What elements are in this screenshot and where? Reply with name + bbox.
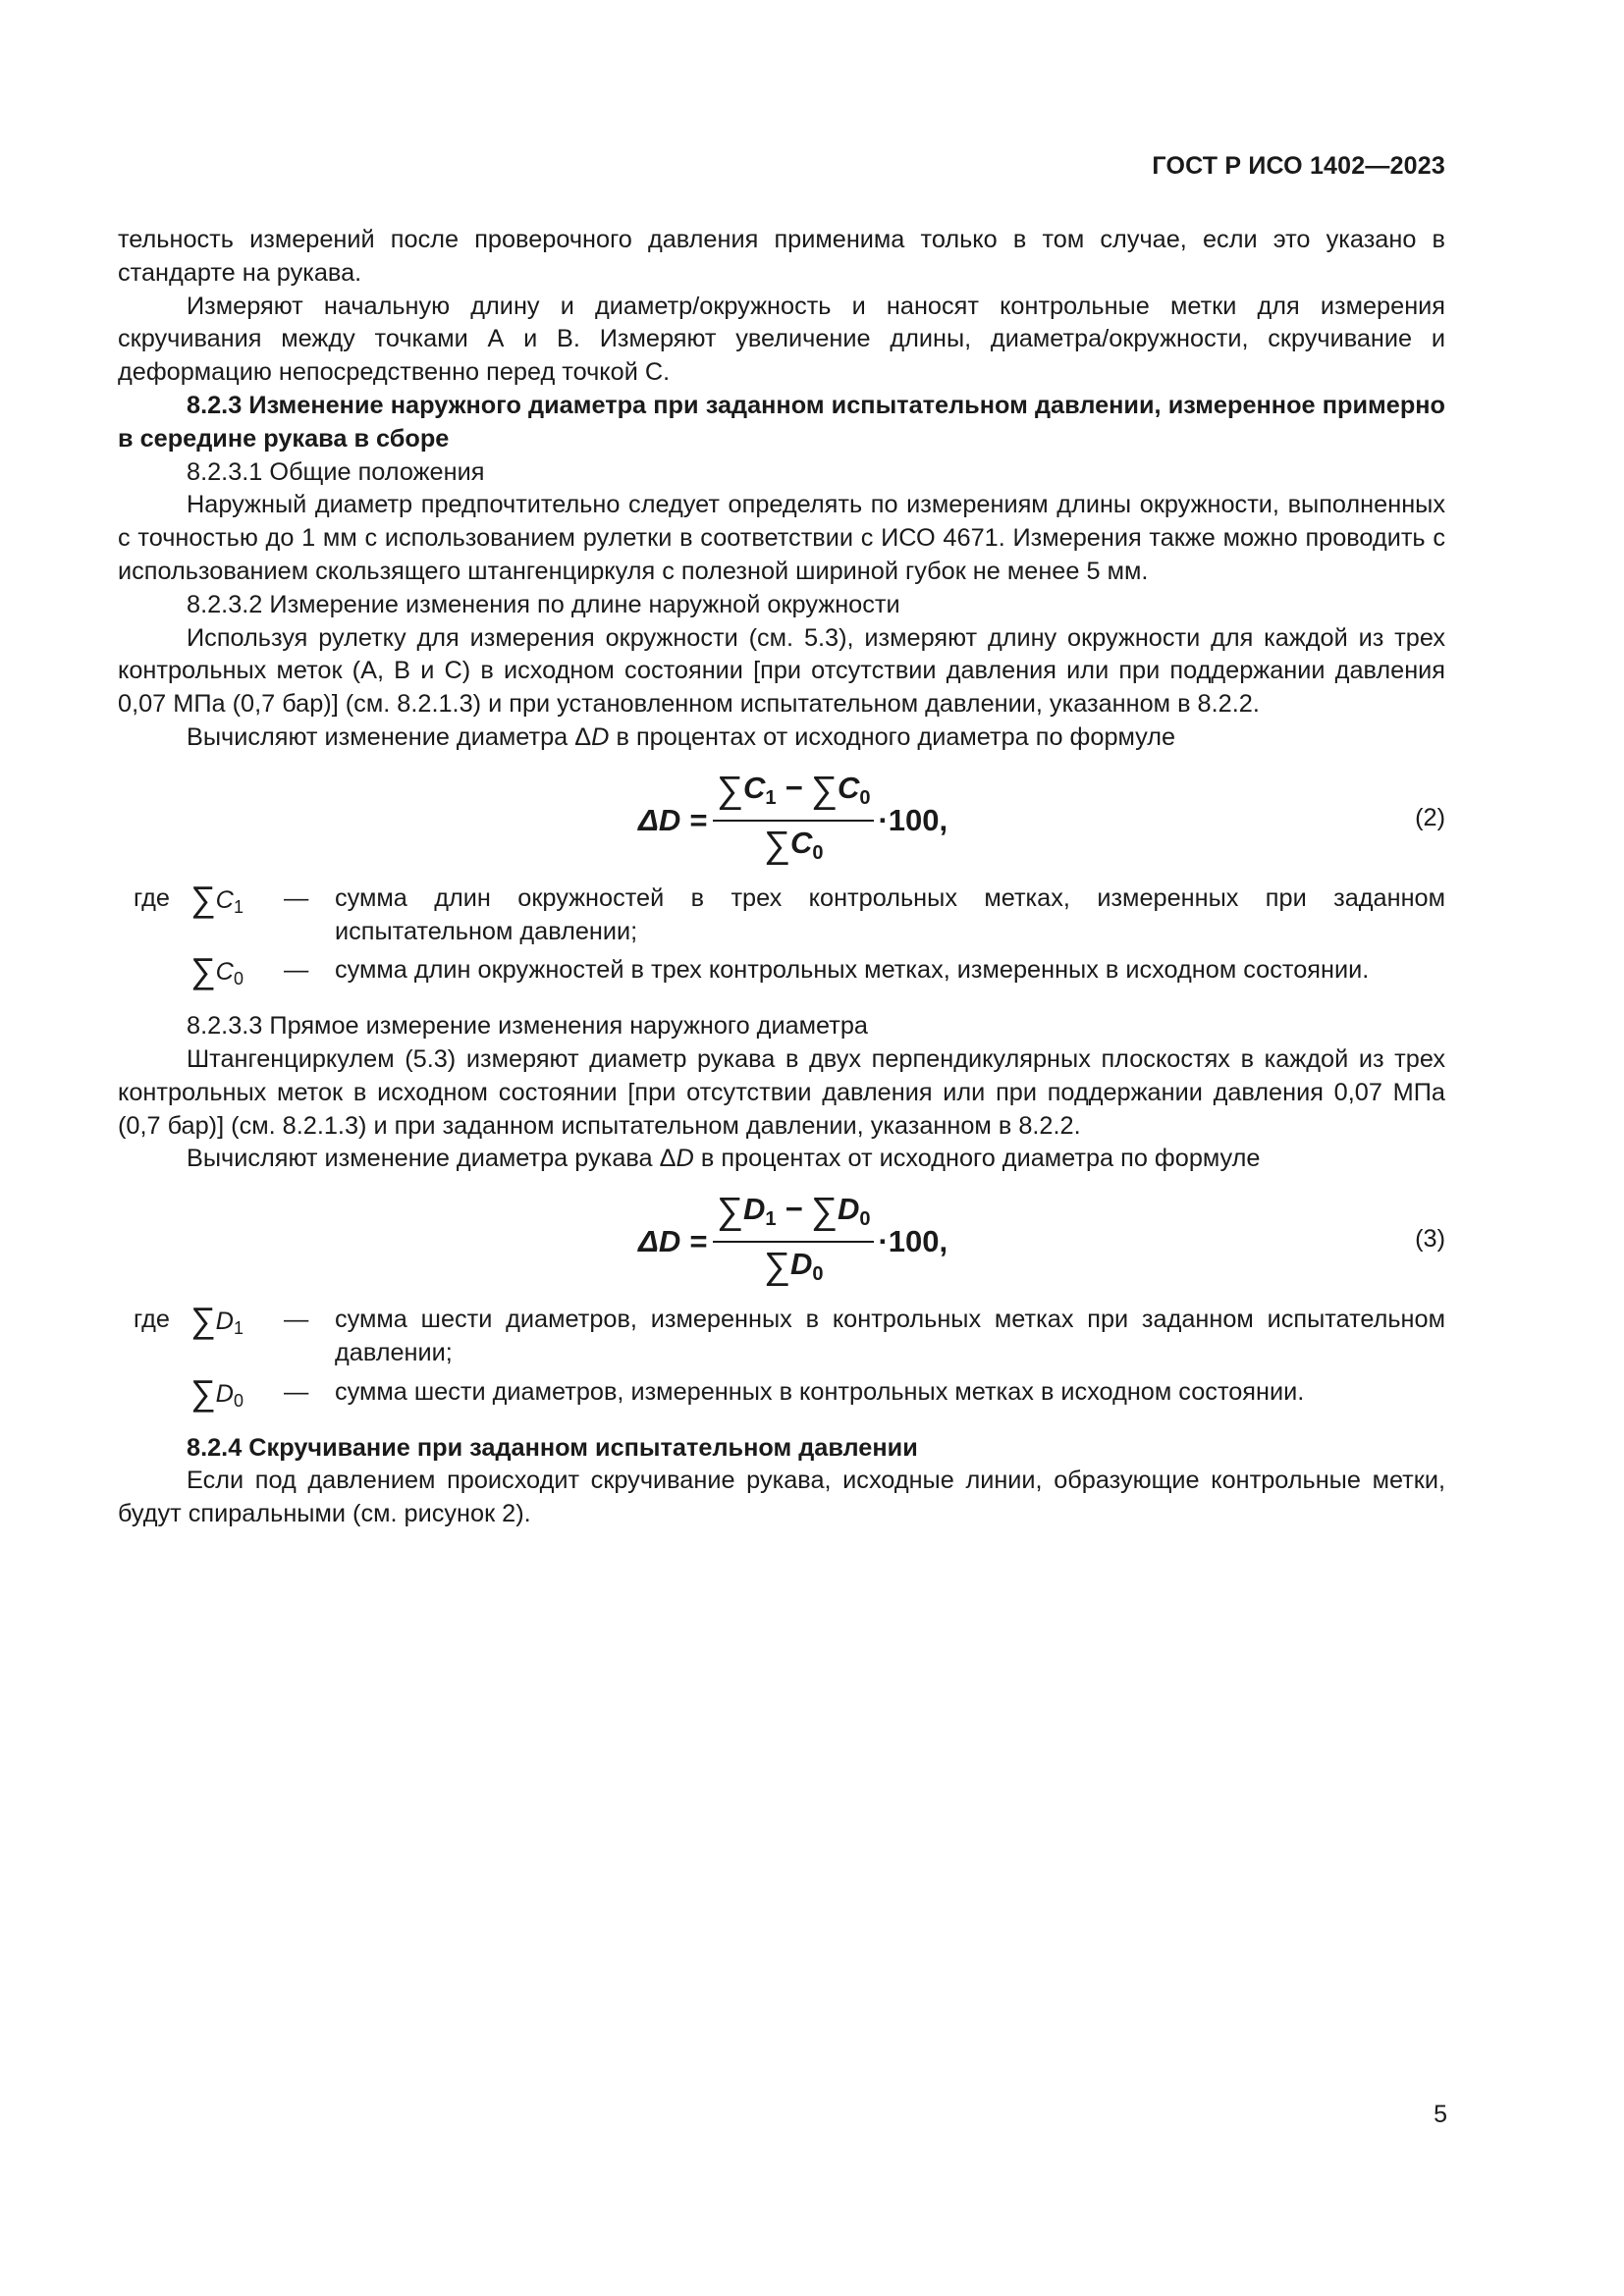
page-number: 5	[1434, 2101, 1447, 2128]
subsection-heading-8-2-3-3: 8.2.3.3 Прямое измерение изменения наружного диаметра	[187, 1012, 868, 1041]
formula-2-expression: ΔD = $\frac{\sum C_1 - \sum C_0}{\sum C_0}$ ·100,	[638, 769, 948, 866]
paragraph-formula-intro-2: Вычисляют изменение диаметра ΔD в процентах от исходного диаметра по формуле	[187, 722, 1176, 751]
page-body	[118, 224, 1445, 1531]
subsection-heading-8-2-3-1: 8.2.3.1 Общие положения	[187, 457, 485, 486]
formula-3-definitions	[118, 1300, 1445, 1417]
paragraph-tape-measure: Используя рулетку для измерения окружности (см. 5.3), измеряют длину окружности для каждой из трех контрольных меток (А, В и С) в исходном состоянии [при отсутствии давления или при поддержании давления 0,07 МПа (0,7 бар)] (см. 8.2.1.3) и при установленном испытательном давлении, указанном в 8.2.2.	[118, 623, 1445, 719]
paragraph-continuation: тельность измерений после проверочного давления применима только в том случае, если это указано в стандарте на рукава.	[118, 226, 1445, 287]
subsection-heading-8-2-3-2: 8.2.3.2 Измерение изменения по длине наружной окружности	[187, 590, 900, 618]
paragraph-formula-intro-3: Вычисляют изменение диаметра рукава ΔD в процентах от исходного диаметра по формуле	[187, 1145, 1261, 1173]
document-code-header: ГОСТ Р ИСО 1402—2023	[1152, 152, 1445, 180]
formula-3-expression: ΔD = $\frac{\sum D_1 - \sum D_0}{\sum D_0}$ ·100,	[638, 1191, 948, 1288]
paragraph-initial-measurement: Измеряют начальную длину и диаметр/окружность и наносят контрольные метки для измерения скручивания между точками А и В. Измеряют увеличение длины, диаметра/окружности, скручивание и деформацию непосредственно перед точкой С.	[118, 292, 1445, 387]
definition-row: где $\sum C_1$ — сумма длин окружностей в трех контрольных метках, измеренных при заданном испытательном давлении;	[134, 878, 1445, 945]
formula-2-definitions	[118, 878, 1445, 996]
formula-2	[118, 763, 1445, 871]
formula-3-number: (3)	[1415, 1225, 1445, 1254]
paragraph-caliper: Штангенциркулем (5.3) измеряют диаметр рукава в двух перпендикулярных плоскостях в каждой из трех контрольных меток в исходном состоянии [при отсутствии давления или при поддержании давления 0,07 МПа (0,7 бар)] (см. 8.2.1.3) и при заданном испытательном давлении, указанном в 8.2.2.	[118, 1044, 1445, 1140]
definition-row: $\sum D_0$ — сумма шести диаметров, измеренных в контрольных метках в исходном состоянии.	[190, 1371, 1305, 1413]
definition-row: $\sum C_0$ — сумма длин окружностей в трех контрольных метках, измеренных в исходном состоянии.	[190, 950, 1370, 991]
section-heading-8-2-3: 8.2.3 Изменение наружного диаметра при заданном испытательном давлении, измеренное примерно в середине рукава в сборе	[118, 391, 1445, 453]
formula-2-number: (2)	[1415, 803, 1445, 831]
section-heading-8-2-4: 8.2.4 Скручивание при заданном испытательном давлении	[187, 1433, 918, 1462]
definition-row: где $\sum D_1$ — сумма шести диаметров, измеренных в контрольных метках при заданном испытательном давлении;	[134, 1300, 1445, 1366]
paragraph-outer-diameter: Наружный диаметр предпочтительно следует определять по измерениям длины окружности, выполненных с точностью до 1 мм с использованием рулетки в соответствии с ИСО 4671. Измерения также можно проводить с использованием скользящего штангенциркуля с полезной шириной губок не менее 5 мм.	[118, 491, 1445, 585]
paragraph-twist: Если под давлением происходит скручивание рукава, исходные линии, образующие контрольные метки, будут спиральными (см. рисунок 2).	[118, 1467, 1445, 1528]
formula-3	[118, 1184, 1445, 1292]
